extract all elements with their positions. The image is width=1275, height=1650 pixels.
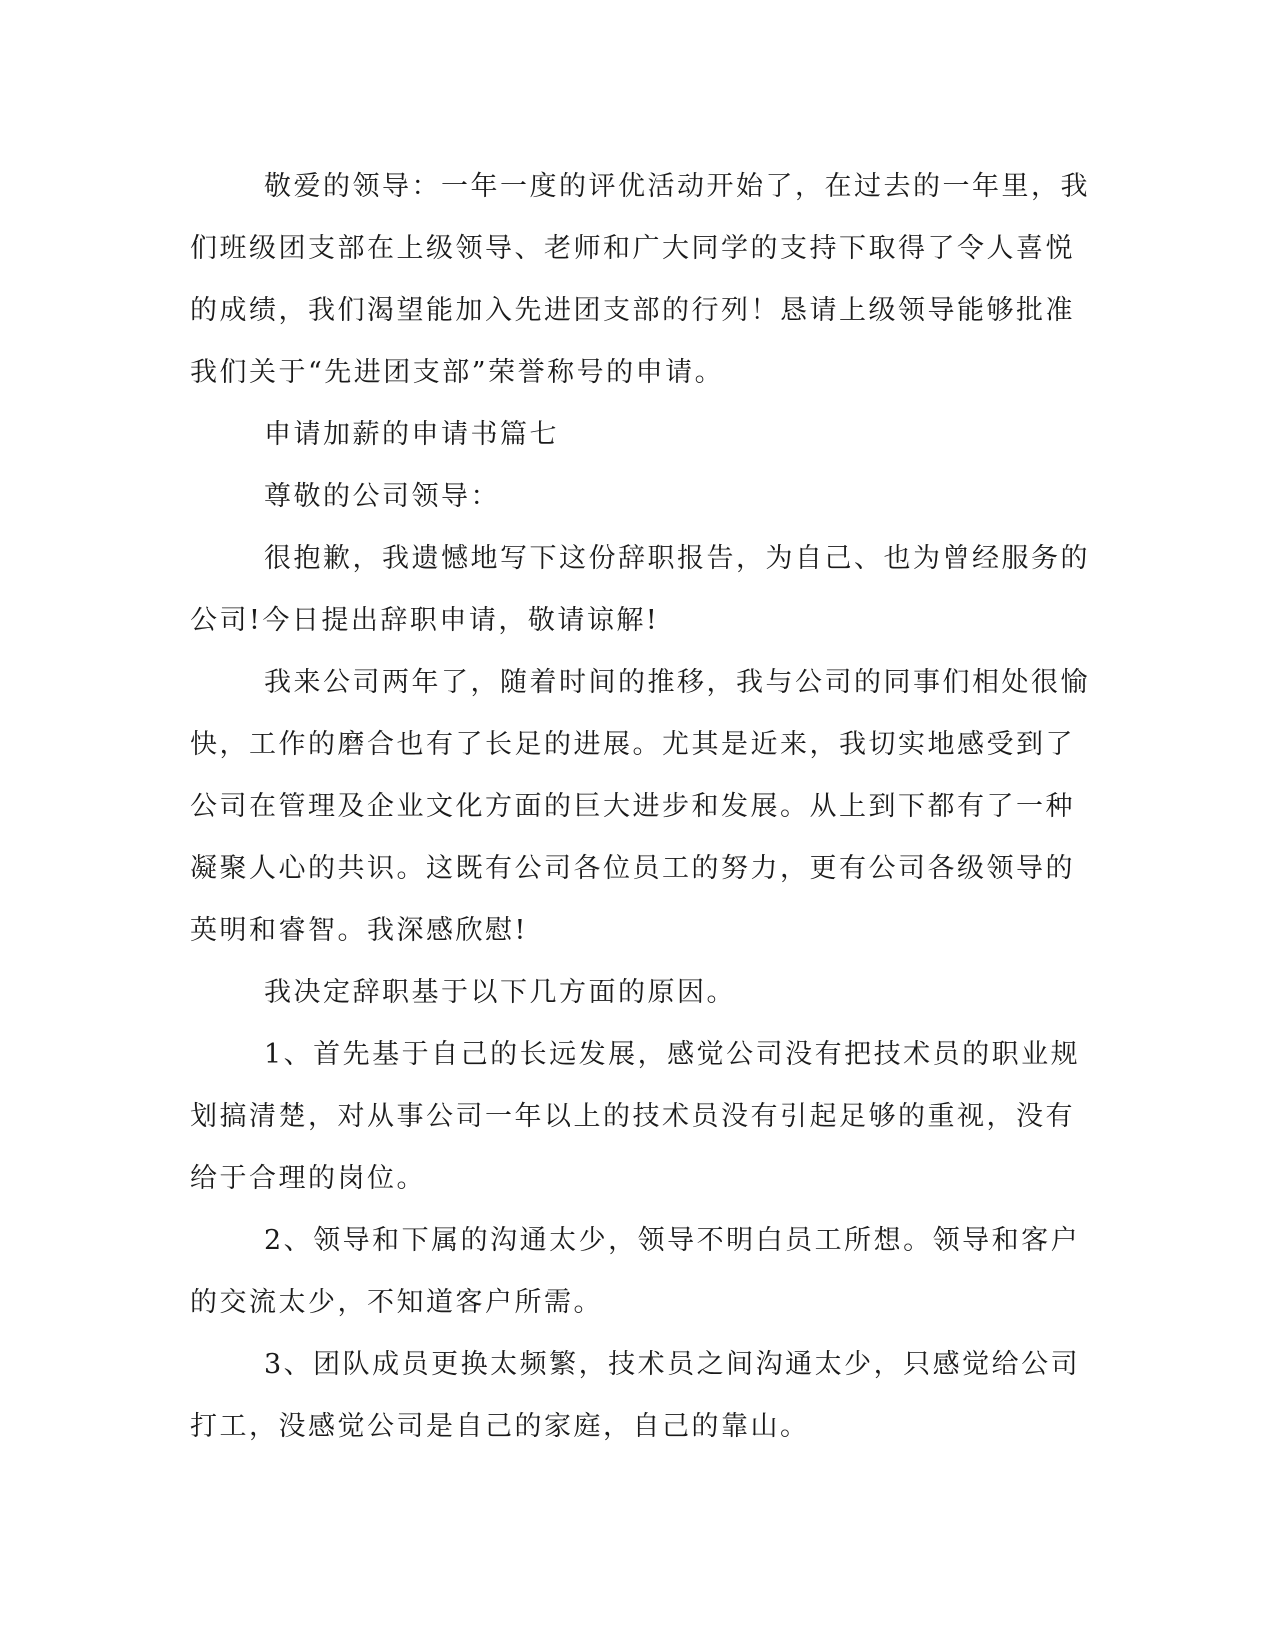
text-line: 给于合理的岗位。 [190, 1163, 426, 1194]
text-line: 很抱歉，我遗憾地写下这份辞职报告，为自己、也为曾经服务的 [264, 543, 1090, 574]
text-line: 公司在管理及企业文化方面的巨大进步和发展。从上到下都有了一种 [190, 791, 1075, 822]
text-line: 们班级团支部在上级领导、老师和广大同学的支持下取得了令人喜悦 [190, 233, 1075, 264]
text-line: 英明和睿智。我深感欣慰! [190, 915, 528, 946]
salutation: 尊敬的公司领导： [264, 481, 500, 512]
text-line: 公司!今日提出辞职申请，敬请谅解! [190, 605, 660, 636]
list-item: 1、首先基于自己的长远发展，感觉公司没有把技术员的职业规 [264, 1039, 1081, 1070]
text-line: 我来公司两年了，随着时间的推移，我与公司的同事们相处很愉 [264, 667, 1090, 698]
text-line: 快，工作的磨合也有了长足的进展。尤其是近来，我切实地感受到了 [190, 729, 1075, 760]
text-line: 的成绩，我们渴望能加入先进团支部的行列！恳请上级领导能够批准 [190, 295, 1075, 326]
document-body [190, 156, 1090, 1458]
list-item: 2、领导和下属的沟通太少，领导不明白员工所想。领导和客户 [264, 1225, 1081, 1256]
list-item: 3、团队成员更换太频繁，技术员之间沟通太少，只感觉给公司 [264, 1349, 1081, 1380]
text-line: 敬爱的领导：一年一度的评优活动开始了，在过去的一年里，我 [264, 171, 1090, 202]
text-line: 凝聚人心的共识。这既有公司各位员工的努力，更有公司各级领导的 [190, 853, 1075, 884]
text-line: 我们关于“先进团支部”荣誉称号的申请。 [190, 357, 725, 388]
text-line: 的交流太少，不知道客户所需。 [190, 1287, 603, 1318]
text-line: 打工，没感觉公司是自己的家庭，自己的靠山。 [190, 1411, 810, 1442]
text-line: 划搞清楚，对从事公司一年以上的技术员没有引起足够的重视，没有 [190, 1101, 1075, 1132]
section-heading: 申请加薪的申请书篇七 [264, 419, 559, 450]
text-line: 我决定辞职基于以下几方面的原因。 [264, 977, 736, 1008]
